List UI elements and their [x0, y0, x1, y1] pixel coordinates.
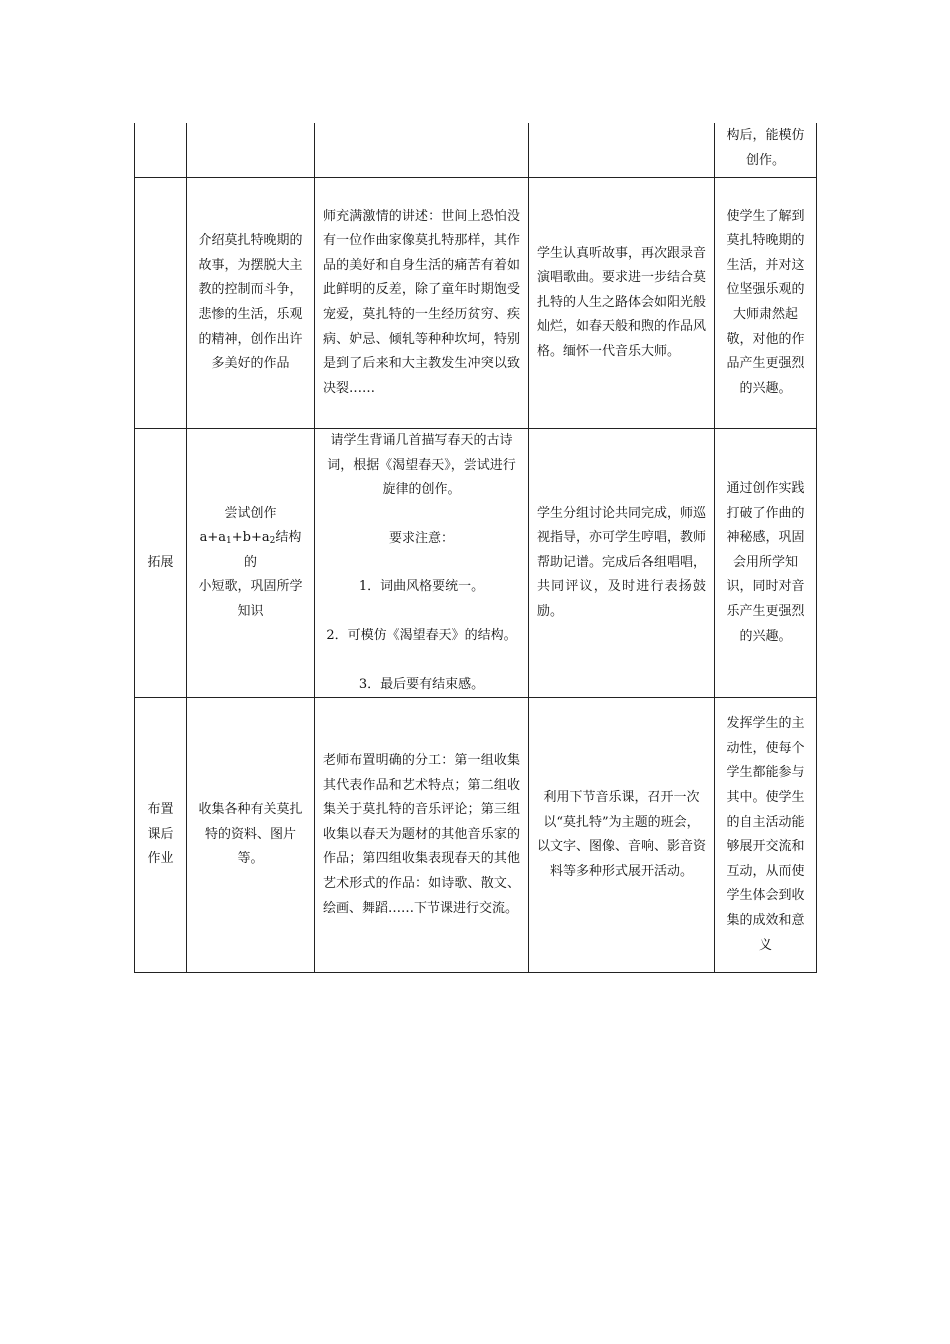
stage-cell	[135, 178, 187, 429]
purpose-cell: 构后，能模仿创作。	[715, 123, 817, 178]
teacher-activity-cell	[315, 429, 529, 698]
student-activity-cell: 利用下节音乐课，召开一次以“莫扎特”为主题的班会，以文字、图像、音响、影音资料等多种形式展开活动。	[529, 698, 715, 973]
lesson-plan-table	[134, 123, 817, 973]
structure-formula	[195, 526, 306, 575]
table-row	[135, 698, 817, 973]
student-activity-cell: 学生分组讨论共同完成，师巡视指导，亦可学生哼唱，教师帮助记谱。完成后各组唱唱，共同评议，及时进行表扬鼓励。	[529, 429, 715, 698]
content-cell	[187, 123, 315, 178]
stage-cell: 布置课后作业	[135, 698, 187, 973]
purpose-cell: 通过创作实践打破了作曲的神秘感，巩固会用所学知识，同时对音乐产生更强烈的兴趣。	[715, 429, 817, 698]
content-cell	[187, 429, 315, 698]
formula-part: 结构的	[243, 530, 302, 570]
content-line: 小短歌，巩固所学知识	[198, 579, 303, 619]
table-row	[135, 178, 817, 429]
table-row	[135, 429, 817, 698]
teacher-intro: 请学生背诵几首描写春天的古诗词，根据《渴望春天》，尝试进行旋律的创作。	[327, 433, 516, 498]
teacher-activity-cell	[315, 123, 529, 178]
content-cell: 收集各种有关莫扎特的资料、图片等。	[187, 698, 315, 973]
content-line: 尝试创作	[224, 505, 277, 521]
teacher-activity-cell: 师充满激情的讲述：世间上恐怕没有一位作曲家像莫扎特那样，其作品的美好和自身生活的痛苦有着如此鲜明的反差，除了童年时期饱受宠爱，莫扎特的一生经历贫穷、疾病、妒忌、倾轧等种种坎坷，特别是到了后来和大主教发生冲突以致决裂……	[315, 178, 529, 429]
purpose-cell: 使学生了解到莫扎特晚期的生活，并对这位坚强乐观的大师肃然起敬，对他的作品产生更强烈的兴趣。	[715, 178, 817, 429]
teacher-activity-cell: 老师布置明确的分工：第一组收集其代表作品和艺术特点；第二组收集关于莫扎特的音乐评论；第三组收集以春天为题材的其他音乐家的作品；第四组收集表现春天的其他艺术形式的作品：如诗歌、散文、绘画、舞蹈……下节课进行交流。	[315, 698, 529, 973]
table-row	[135, 123, 817, 178]
requirement-item: 2．可模仿《渴望春天》的结构。	[326, 627, 517, 643]
formula-subscript: 2	[269, 536, 276, 547]
stage-cell: 拓展	[135, 429, 187, 698]
requirement-item: 3．最后要有结束感。	[358, 676, 485, 692]
requirement-item: 1．词曲风格要统一。	[358, 579, 485, 595]
student-activity-cell	[529, 123, 715, 178]
content-cell: 介绍莫扎特晚期的故事，为摆脱大主教的控制而斗争，悲惨的生活，乐观的精神，创作出许多美好的作品	[187, 178, 315, 429]
formula-part: +b+a	[231, 530, 270, 546]
student-activity-cell: 学生认真听故事，再次跟录音演唱歌曲。要求进一步结合莫扎特的人生之路体会如阳光般灿烂，如春天般和煦的作品风格。缅怀一代音乐大师。	[529, 178, 715, 429]
formula-part: a+a	[199, 530, 227, 546]
requirements-title: 要求注意：	[388, 530, 454, 546]
stage-cell	[135, 123, 187, 178]
formula-subscript: 1	[226, 536, 232, 547]
purpose-cell: 发挥学生的主动性，使每个学生都能参与其中。使学生的自主活动能够展开交流和互动，从而使学生体会到收集的成效和意义	[715, 698, 817, 973]
